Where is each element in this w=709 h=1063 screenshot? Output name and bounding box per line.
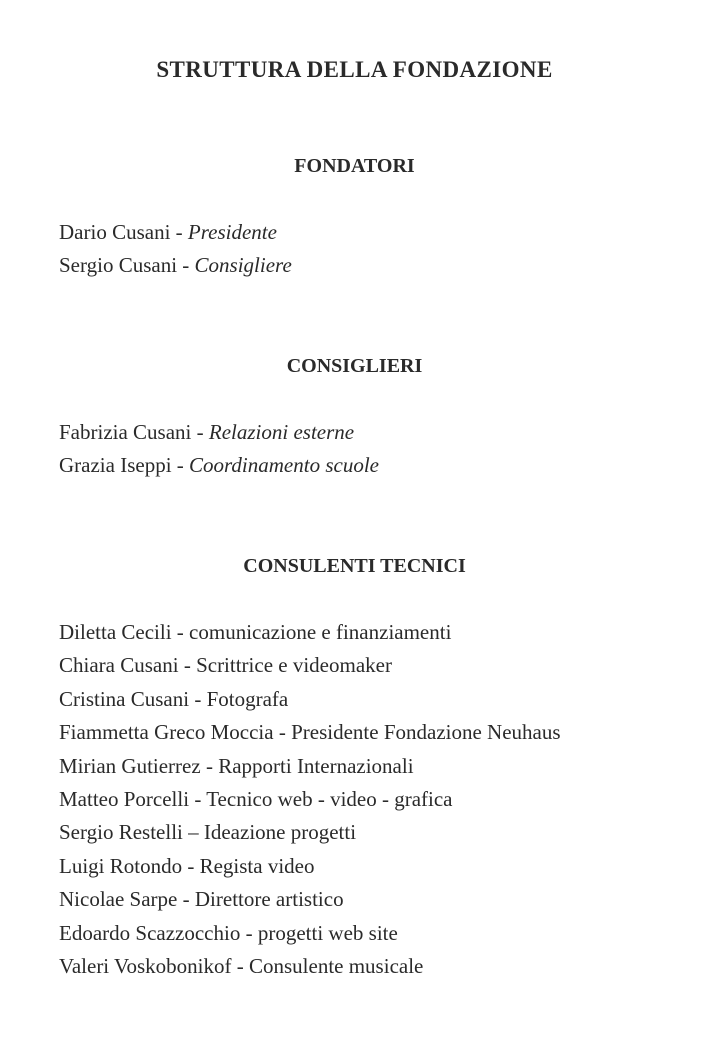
member-name: Sergio Restelli bbox=[59, 820, 183, 845]
member-entry bbox=[59, 883, 561, 916]
member-name: Grazia Iseppi bbox=[59, 453, 172, 478]
member-name: Matteo Porcelli bbox=[59, 786, 190, 811]
member-role: Regista video bbox=[199, 853, 315, 878]
member-entry bbox=[59, 416, 379, 449]
separator: - bbox=[200, 753, 219, 778]
member-name: Fiammetta Greco Moccia bbox=[59, 720, 274, 745]
member-entry bbox=[59, 716, 561, 749]
member-entry bbox=[59, 249, 292, 282]
separator: - bbox=[273, 720, 292, 745]
separator: - bbox=[170, 220, 188, 244]
member-entry bbox=[59, 683, 561, 716]
section-heading-fondatori: FONDATORI bbox=[294, 155, 415, 177]
member-entry bbox=[59, 783, 561, 816]
member-name: Chiara Cusani bbox=[59, 653, 179, 678]
separator: - bbox=[189, 786, 207, 811]
member-name: Fabrizia Cusani bbox=[59, 420, 192, 444]
separator: - bbox=[182, 853, 200, 878]
member-name: Edoardo Scazzocchio bbox=[59, 920, 241, 945]
member-entry bbox=[59, 850, 561, 883]
member-name: Luigi Rotondo bbox=[59, 853, 183, 878]
member-name: Dario Cusani bbox=[59, 220, 171, 244]
member-role: Fotografa bbox=[206, 686, 289, 711]
member-role: Relazioni esterne bbox=[208, 420, 355, 444]
member-role: Scrittrice e videomaker bbox=[196, 653, 392, 678]
separator: - bbox=[191, 420, 209, 444]
separator: - bbox=[231, 953, 249, 978]
member-entry bbox=[59, 750, 561, 783]
member-role: Direttore artistico bbox=[194, 887, 344, 912]
member-entry bbox=[59, 649, 561, 682]
member-entry bbox=[59, 816, 561, 849]
member-role: progetti web site bbox=[257, 920, 398, 945]
separator: - bbox=[171, 620, 190, 644]
member-name: Cristina Cusani bbox=[59, 686, 190, 711]
member-list-fondatori bbox=[59, 216, 292, 283]
member-entry bbox=[59, 216, 292, 249]
member-entry bbox=[59, 950, 561, 983]
member-role: Consulente musicale bbox=[248, 953, 424, 978]
member-entry bbox=[59, 616, 561, 649]
separator: - bbox=[177, 887, 195, 912]
member-role: comunicazione e finanziamenti bbox=[189, 620, 452, 644]
member-role: Coordinamento scuole bbox=[189, 453, 379, 478]
member-name: Diletta Cecili bbox=[59, 620, 172, 644]
member-role: Rapporti Internazionali bbox=[218, 753, 414, 778]
separator: - bbox=[171, 453, 190, 478]
member-entry bbox=[59, 917, 561, 950]
member-role: Presidente bbox=[187, 220, 277, 244]
member-name: Valeri Voskobonikof bbox=[59, 953, 232, 978]
section-heading-consiglieri: CONSIGLIERI bbox=[286, 355, 423, 377]
member-entry bbox=[59, 449, 379, 482]
member-name: Nicolae Sarpe bbox=[59, 887, 178, 912]
member-role: Presidente Fondazione Neuhaus bbox=[291, 720, 561, 745]
separator: - bbox=[177, 253, 195, 278]
separator: - bbox=[189, 686, 207, 711]
separator: - bbox=[178, 653, 197, 678]
section-heading-consulenti: CONSULENTI TECNICI bbox=[243, 555, 466, 577]
member-list-consiglieri bbox=[59, 416, 379, 483]
member-role: Tecnico web - video - grafica bbox=[206, 786, 453, 811]
member-list-consulenti bbox=[59, 616, 561, 983]
member-name: Mirian Gutierrez bbox=[59, 753, 201, 778]
member-name: Sergio Cusani bbox=[59, 253, 178, 278]
page-title: STRUTTURA DELLA FONDAZIONE bbox=[156, 57, 553, 82]
member-role: Consigliere bbox=[194, 253, 292, 278]
member-role: Ideazione progetti bbox=[203, 820, 357, 845]
separator: - bbox=[240, 920, 258, 945]
separator: – bbox=[182, 820, 204, 845]
